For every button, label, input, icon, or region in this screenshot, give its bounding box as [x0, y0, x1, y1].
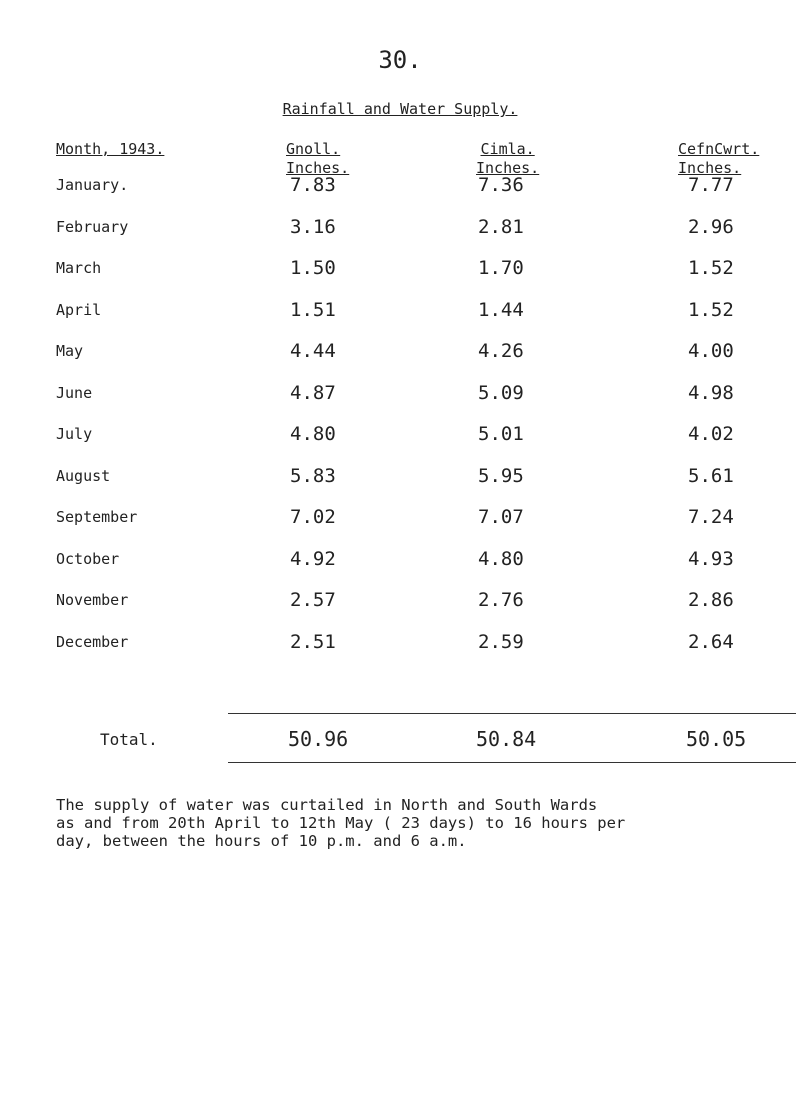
cefncwrt-cell: 1.52 — [688, 257, 734, 279]
cimla-cell: 2.76 — [478, 589, 524, 611]
cefncwrt-cell: 4.02 — [688, 423, 734, 445]
gnoll-cell: 2.57 — [290, 589, 336, 611]
cimla-cell: 4.26 — [478, 340, 524, 362]
total-label: Total. — [100, 730, 158, 749]
table-row — [0, 421, 800, 463]
gnoll-cell: 4.80 — [290, 423, 336, 445]
cefncwrt-cell: 4.98 — [688, 381, 734, 404]
total-cefncwrt: 50.05 — [686, 727, 747, 751]
total-gnoll: 50.96 — [288, 727, 349, 751]
gnoll-cell: 4.92 — [290, 547, 336, 570]
table-row — [0, 255, 800, 297]
gnoll-cell: 1.51 — [290, 298, 336, 321]
cimla-cell: 5.01 — [478, 423, 524, 445]
cefncwrt-cell: 7.77 — [688, 174, 734, 196]
header-cefncwrt-name: CefnCwrt. — [678, 140, 760, 158]
month-cell: March — [56, 259, 102, 277]
cefncwrt-cell: 2.64 — [688, 630, 734, 653]
cefncwrt-cell: 4.00 — [688, 340, 734, 362]
month-cell: September — [56, 508, 138, 526]
month-cell: July — [56, 425, 93, 443]
cimla-cell: 2.81 — [478, 215, 524, 238]
page-title: Rainfall and Water Supply. — [282, 100, 518, 118]
cimla-cell: 1.44 — [478, 298, 524, 321]
cimla-cell: 4.80 — [478, 547, 524, 570]
month-cell: January. — [56, 176, 129, 194]
table-row — [0, 172, 800, 214]
header-month-label: Month, 1943. — [56, 140, 165, 158]
cimla-cell: 1.70 — [478, 257, 524, 279]
total-rule-top — [228, 713, 796, 714]
cimla-cell: 5.95 — [478, 464, 524, 487]
month-cell: October — [56, 549, 120, 568]
total-cimla: 50.84 — [476, 727, 537, 751]
gnoll-cell: 7.83 — [290, 174, 336, 196]
cefncwrt-cell: 4.93 — [688, 547, 734, 570]
gnoll-cell: 3.16 — [290, 215, 336, 238]
gnoll-cell: 4.87 — [290, 381, 336, 404]
table-row — [0, 297, 800, 339]
gnoll-cell: 7.02 — [290, 506, 336, 528]
cimla-cell: 7.07 — [478, 506, 524, 528]
rainfall-table — [0, 172, 800, 670]
table-row — [0, 629, 800, 671]
total-row — [0, 726, 800, 756]
gnoll-cell: 4.44 — [290, 340, 336, 362]
month-cell: November — [56, 591, 129, 609]
header-gnoll-name: Gnoll. — [286, 140, 341, 158]
cefncwrt-cell: 5.61 — [688, 464, 734, 487]
cimla-cell: 2.59 — [478, 630, 524, 653]
month-cell: December — [56, 632, 129, 651]
table-row — [0, 463, 800, 505]
month-cell: February — [56, 217, 129, 236]
cimla-cell: 7.36 — [478, 174, 524, 196]
cimla-cell: 5.09 — [478, 381, 524, 404]
month-cell: August — [56, 466, 111, 485]
cefncwrt-cell: 2.96 — [688, 215, 734, 238]
header-cefncwrt-unit: Inches. — [678, 159, 742, 177]
month-cell: June — [56, 383, 93, 402]
table-row — [0, 380, 800, 422]
cefncwrt-cell: 2.86 — [688, 589, 734, 611]
table-row — [0, 338, 800, 380]
cefncwrt-cell: 1.52 — [688, 298, 734, 321]
cefncwrt-cell: 7.24 — [688, 506, 734, 528]
header-cimla-name: Cimla. — [480, 140, 535, 158]
gnoll-cell: 5.83 — [290, 464, 336, 487]
table-row — [0, 587, 800, 629]
header-cimla-unit: Inches. — [476, 159, 540, 177]
gnoll-cell: 1.50 — [290, 257, 336, 279]
gnoll-cell: 2.51 — [290, 630, 336, 653]
water-supply-note: The supply of water was curtailed in North and South Wards as and from 20th April to 12th May ( 23 days) to 16 hours per day, between the hours of 10 p.m. and 6 a.m. — [56, 796, 626, 850]
month-cell: April — [56, 300, 102, 319]
table-row — [0, 504, 800, 546]
header-month — [56, 140, 164, 159]
page-number: 30. — [378, 46, 422, 74]
header-gnoll-unit: Inches. — [286, 159, 350, 177]
table-row — [0, 546, 800, 588]
total-rule-bottom — [228, 762, 796, 763]
month-cell: May — [56, 342, 84, 360]
table-row — [0, 214, 800, 256]
